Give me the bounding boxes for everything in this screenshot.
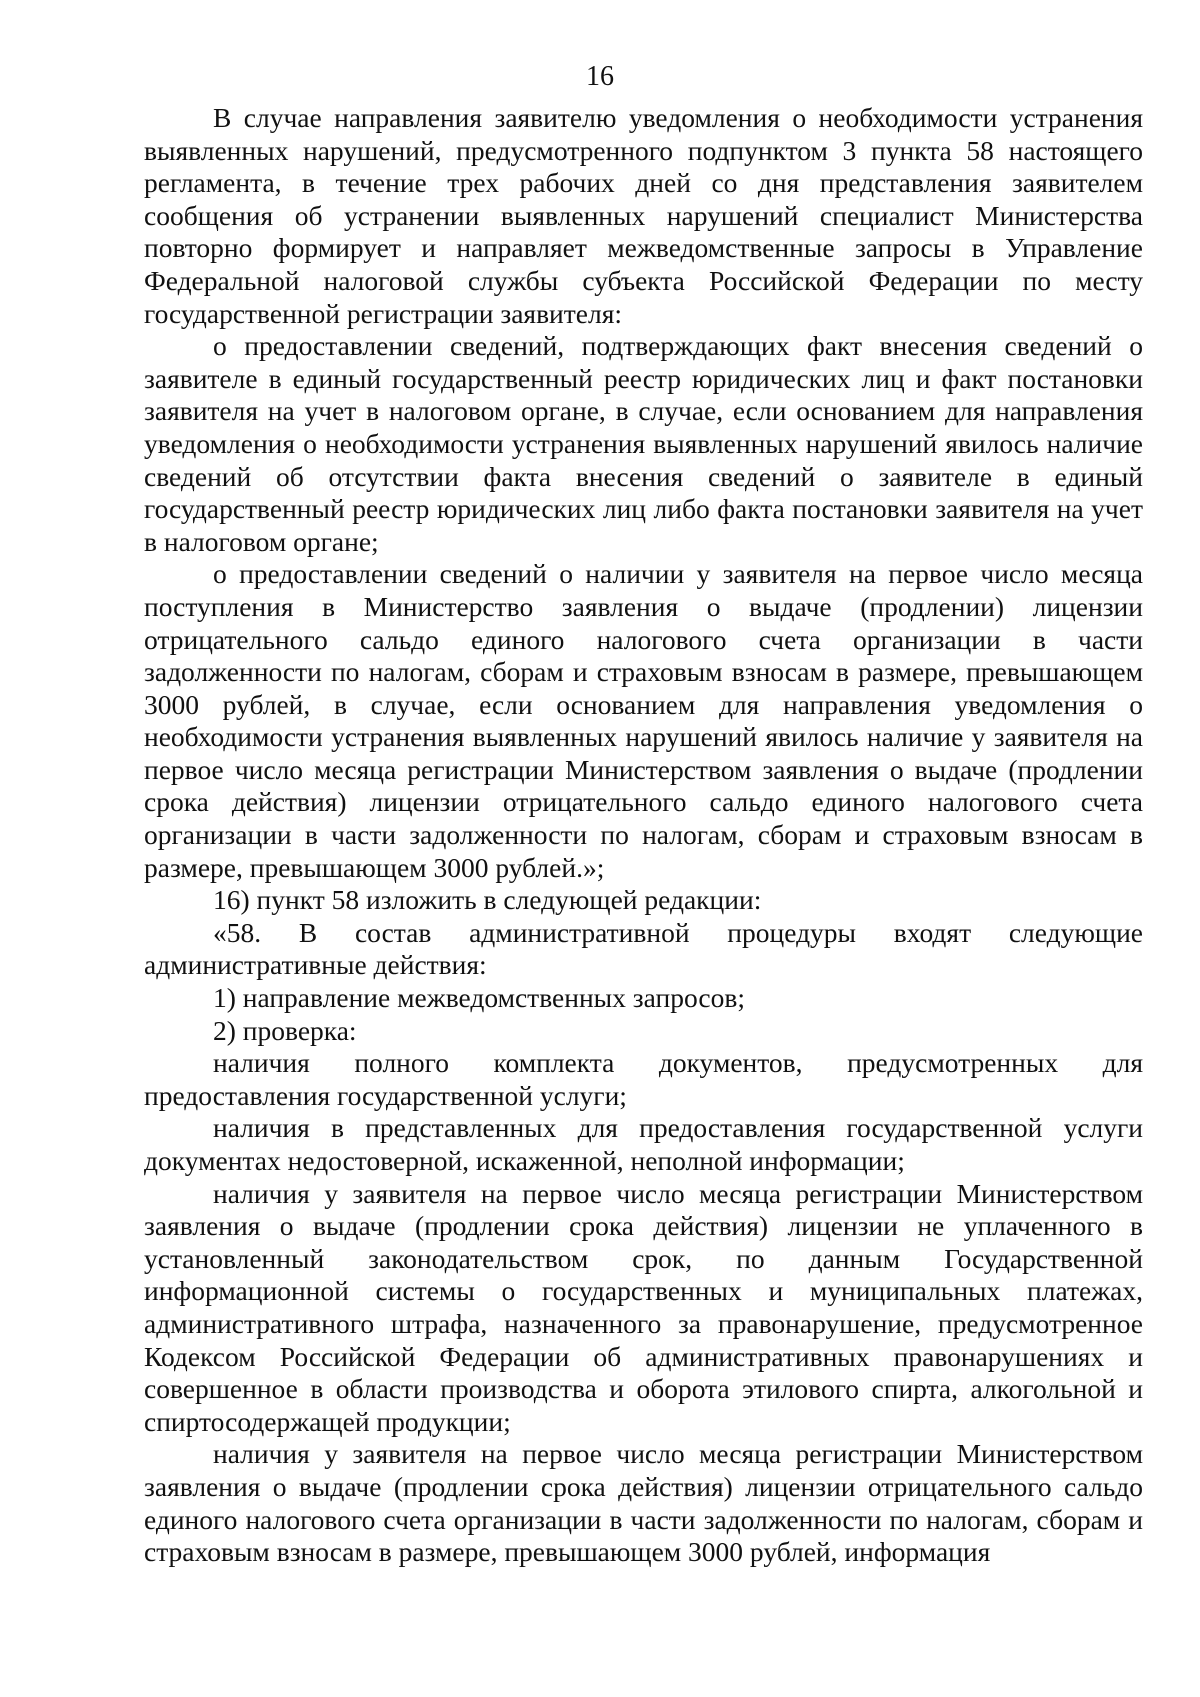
paragraph-notification-case: В случае направления заявителю уведомления о необходимости устранения выявленных нарушений, предусмотренного подпунктом 3 пункта 58 настоящего регламента, в течение трех рабочих дней со дня представления заявителем сообщения об устранении выявленных нарушений специалист Министерства повторно формирует и направляет межведомственные запросы в Управление Федеральной налоговой службы субъекта Российской Федерации по месту государственной регистрации заявителя: xyxy=(144,102,1143,329)
paragraph-check-documents-accuracy: наличия в представленных для предоставления государственной услуги документах недостоверной, искаженной, неполной информации; xyxy=(144,1112,1143,1176)
paragraph-step-2: 2) проверка: xyxy=(213,1014,357,1046)
paragraph-check-unpaid-fine: наличия у заявителя на первое число месяца регистрации Министерством заявления о выдаче (продлении срока действия) лицензии не уплаченного в установленный законодательством срок, по данным Государственной информационной системы о государственных и муниципальных платежах, административного штрафа, назначенного за правонарушение, предусмотренное Кодексом Российской Федерации об административных правонарушениях и совершенное в области производства и оборота этилового спирта, алкогольной и спиртосодержащей продукции; xyxy=(144,1177,1143,1437)
paragraph-check-documents-set: наличия полного комплекта документов, предусмотренных для предоставления государственной услуги; xyxy=(144,1047,1143,1111)
paragraph-item-58-intro: «58. В состав административной процедуры входят следующие административные действия: xyxy=(144,916,1143,981)
paragraph-item-16: 16) пункт 58 изложить в следующей редакции: xyxy=(213,884,762,916)
paragraph-check-negative-balance: наличия у заявителя на первое число месяца регистрации Министерством заявления о выдаче (продлении срока действия) лицензии отрицательного сальдо единого налогового счета организации в части задолженности по налогам, сборам и страховым взносам в размере, превышающем 3000 рублей, информация xyxy=(144,1438,1143,1568)
page-number: 16 xyxy=(586,61,614,92)
paragraph-tax-balance-request: о предоставлении сведений о наличии у заявителя на первое число месяца поступления в Министерство заявления о выдаче (продлении) лицензии отрицательного сальдо единого налогового счета организации в части задолженности по налогам, сборам и страховым взносам в размере, превышающем 3000 рублей, в случае, если основанием для направления уведомления о необходимости устранения выявленных нарушений явилось наличие у заявителя на первое число месяца регистрации Министерством заявления о выдаче (продлении срока действия) лицензии отрицательного сальдо единого налогового счета организации в части задолженности по налогам, сборам и страховым взносам в размере, превышающем 3000 рублей.»; xyxy=(144,558,1143,883)
paragraph-step-1: 1) направление межведомственных запросов; xyxy=(213,982,745,1014)
document-body xyxy=(144,102,1143,1569)
paragraph-registry-info-request: о предоставлении сведений, подтверждающих факт внесения сведений о заявителе в единый государственный реестр юридических лиц и факт постановки заявителя на учет в налоговом органе, в случае, если основанием для направления уведомления о необходимости устранения выявленных нарушений явилось наличие сведений об отсутствии факта внесения сведений о заявителе в единый государственный реестр юридических лиц либо факта постановки заявителя на учет в налоговом органе; xyxy=(144,330,1143,557)
